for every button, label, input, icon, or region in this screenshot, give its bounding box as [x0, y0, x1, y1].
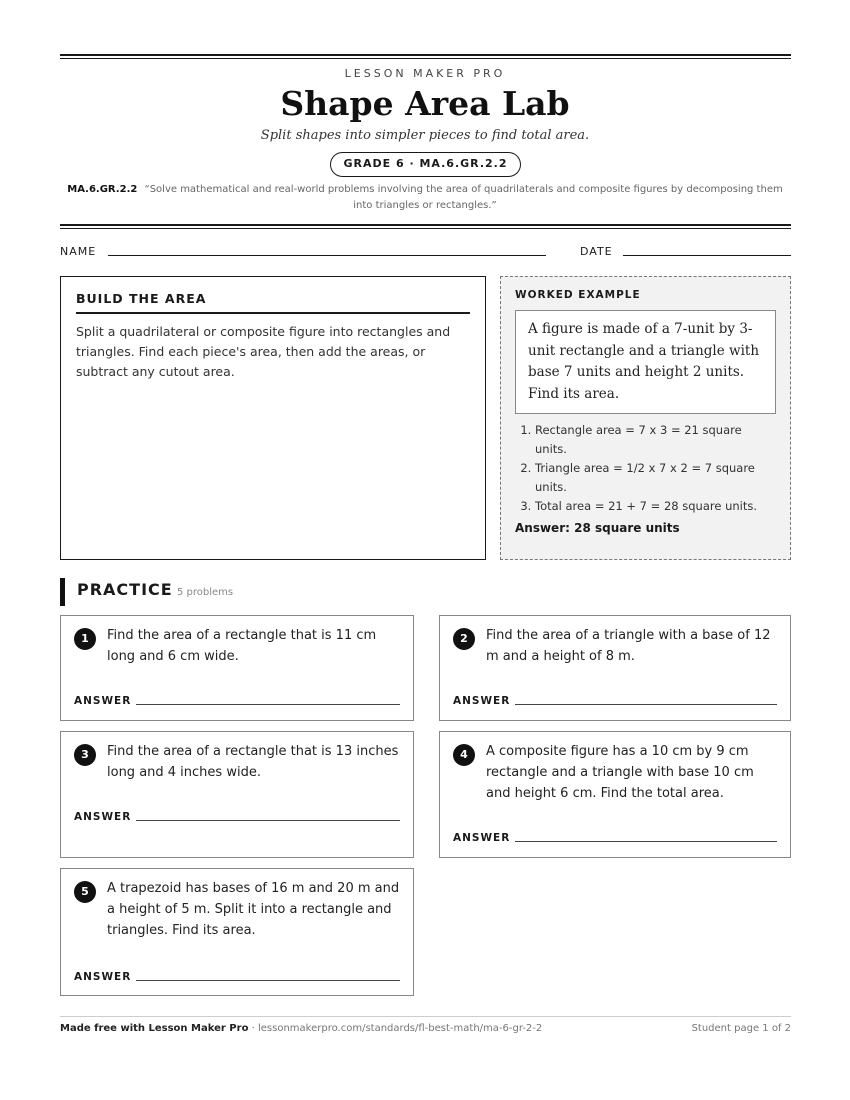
standard-description — [62, 182, 788, 214]
problem-number-badge: 4 — [453, 744, 475, 766]
footer-credit — [60, 1023, 542, 1034]
name-label: NAME — [60, 245, 97, 258]
worked-step: 3. Total area = 21 + 7 = 28 square units. — [535, 497, 776, 516]
standard-code: MA.6.GR.2.2 — [67, 184, 138, 195]
worked-example-answer: Answer: 28 square units — [515, 521, 680, 535]
problem-text: Find the area of a triangle with a base of 12 m and a height of 8 m. — [486, 628, 771, 664]
problem-number-badge: 5 — [74, 881, 96, 903]
problem-text: Find the area of a rectangle that is 13 inches long and 4 inches wide. — [107, 744, 399, 780]
footer-divider — [60, 1016, 791, 1017]
problem-text: Find the area of a rectangle that is 11 cm long and 6 cm wide. — [107, 628, 377, 664]
problem-text: A trapezoid has bases of 16 m and 20 m and a height of 5 m. Split it into a rectangle and triangles. Find its area. — [107, 881, 400, 938]
practice-count: 5 problems — [177, 587, 234, 598]
problem-number-badge: 3 — [74, 744, 96, 766]
worked-step: 1. Rectangle area = 7 x 3 = 21 square units. — [535, 421, 776, 459]
build-body: Split a quadrilateral or composite figure into rectangles and triangles. Find each piece's area, then add the areas, or subtract any cutout area. — [76, 324, 451, 379]
practice-accent-bar — [60, 578, 65, 606]
student-info-row — [60, 245, 791, 261]
grade-standard-badge: GRADE 6 · MA.6.GR.2.2 — [330, 152, 521, 177]
problem-number-badge: 2 — [453, 628, 475, 650]
footer-url[interactable]: · lessonmakerpro.com/standards/fl-best-math/ma-6-gr-2-2 — [251, 1023, 543, 1034]
header-top-rule — [60, 54, 791, 59]
footer-made-with: Made free with Lesson Maker Pro — [60, 1023, 249, 1034]
worked-example-heading: WORKED EXAMPLE — [515, 289, 641, 301]
answer-field[interactable] — [515, 841, 777, 842]
build-the-area-panel — [60, 276, 486, 560]
answer-field[interactable] — [136, 820, 400, 821]
worked-example-steps — [515, 421, 776, 516]
worked-example-panel — [500, 276, 791, 560]
problem-card — [439, 615, 791, 721]
answer-field[interactable] — [136, 704, 400, 705]
problem-text: A composite figure has a 10 cm by 9 cm rectangle and a triangle with base 10 cm and height 6 cm. Find the total area. — [486, 744, 754, 801]
problem-card — [60, 868, 414, 996]
brand-name: LESSON MAKER PRO — [344, 67, 506, 80]
page-subtitle: Split shapes into simpler pieces to find total area. — [260, 128, 590, 143]
header-bottom-rule — [60, 224, 791, 229]
problem-card — [439, 731, 791, 858]
answer-label: ANSWER — [74, 811, 132, 823]
answer-label: ANSWER — [453, 832, 511, 844]
answer-label: ANSWER — [74, 695, 132, 707]
worked-example-prompt: A figure is made of a 7-unit by 3-unit rectangle and a triangle with base 7 units and height 2 units. Find its area. — [515, 310, 776, 414]
problem-card — [60, 615, 414, 721]
date-field[interactable] — [623, 255, 791, 256]
page-title: Shape Area Lab — [280, 84, 570, 123]
answer-label: ANSWER — [74, 971, 132, 983]
standard-text: “Solve mathematical and real-world problems involving the area of quadrilaterals and composite figures by decomposing them into triangles or rectangles.” — [144, 184, 783, 211]
problem-card — [60, 731, 414, 858]
answer-field[interactable] — [136, 980, 400, 981]
build-heading: BUILD THE AREA — [76, 291, 470, 314]
name-field[interactable] — [108, 255, 546, 256]
answer-label: ANSWER — [453, 695, 511, 707]
footer-page-number: Student page 1 of 2 — [691, 1023, 791, 1034]
practice-heading: PRACTICE — [77, 580, 173, 599]
worked-step: 2. Triangle area = 1/2 x 7 x 2 = 7 square units. — [535, 459, 776, 497]
problem-number-badge: 1 — [74, 628, 96, 650]
answer-field[interactable] — [515, 704, 777, 705]
date-label: DATE — [580, 245, 613, 258]
